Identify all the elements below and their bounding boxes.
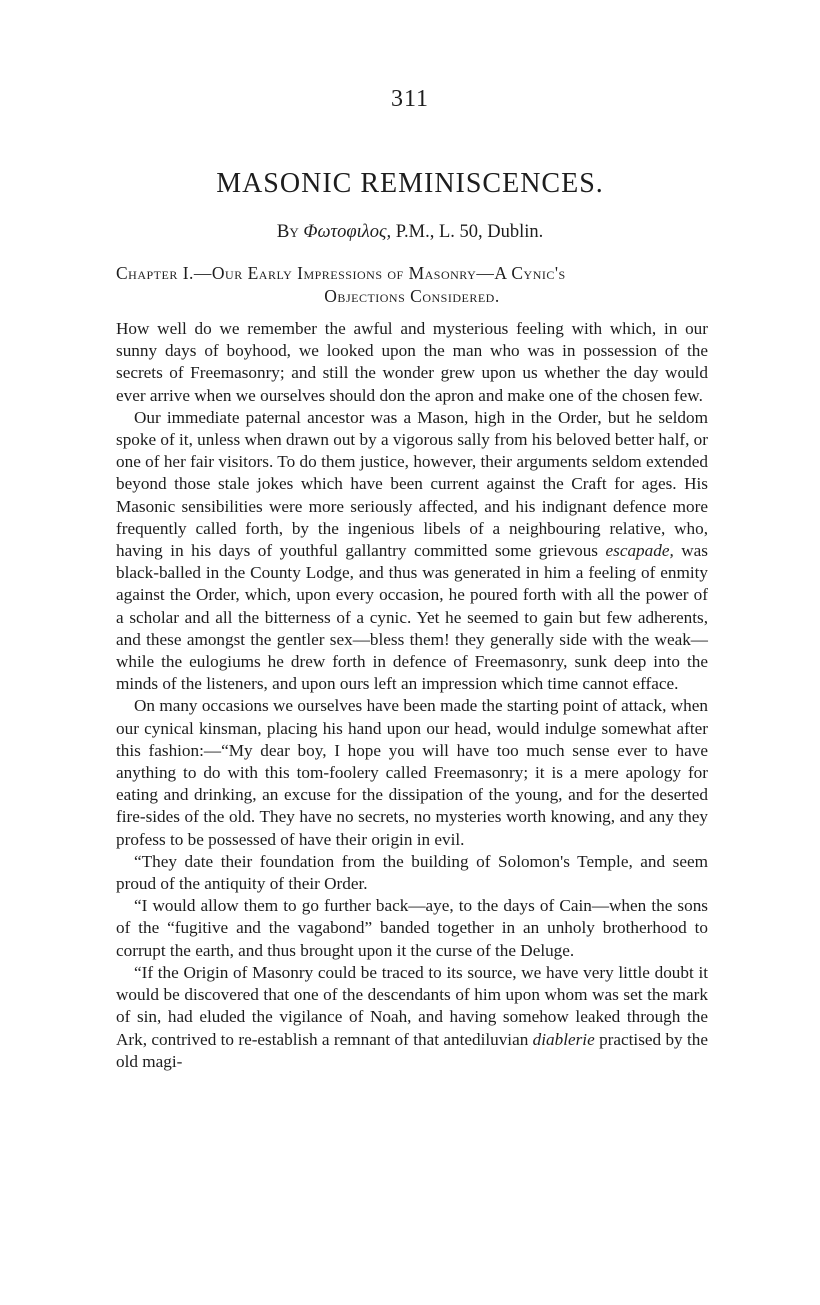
paragraph-text: practised by the old magi- [116,1029,708,1071]
paragraph-text: On many occasions we ourselves have been made the starting point of attack, when our cynical kinsman, placing his hand upon our head, would indulge somewhat after this fashion:—“My dear boy, I hope you will have too much sense ever to have anything to do with this tom-foolery called Freemasonry; it is a mere apology for eating and drinking, an excuse for the dissipation of the young, and for the deserted fire-sides of the old. They have no secrets, no mysteries worth knowing, and any they profess to be possessed of have their origin in evil. [116,696,708,849]
paragraph [116,962,708,1073]
byline-author: Φωτοφιλος, [303,222,392,242]
byline-details: P.M., L. 50, Dublin. [391,222,544,242]
article-title: MASONIC REMINISCENCES. [216,168,604,199]
paragraph [116,851,708,895]
page-number: 311 [390,86,430,112]
byline [0,221,820,243]
paragraph [116,695,708,850]
paragraph [116,895,708,962]
paragraph-text: How well do we remember the awful and mysterious feeling with which, in our sunny days of boyhood, we looked upon the man who was in possession of the secrets of Freemasonry; and still the wonder grew upon us whether the day would ever arrive when we ourselves should don the apron and make one of the chosen few. [116,319,708,405]
paragraph [116,407,708,696]
chapter-heading [116,262,708,308]
paragraph-text: “I would allow them to go further back—aye, to the days of Cain—when the sons of the “fugitive and the vagabond” banded together in an unholy brotherhood to corrupt the earth, and thus brought upon it the curse of the Deluge. [116,896,708,960]
paragraph-text: “If the Origin of Masonry could be traced to its source, we have very little doubt it would be discovered that one of the descendants of him upon whom was set the mark of sin, had eluded the vigilance of Noah, and having somehow leaked through the Ark, contrived to re-establish a remnant of that antediluvian [116,962,708,1049]
paragraph-text: “They date their foundation from the building of Solomon's Temple, and seem proud of the antiquity of their Order. [116,851,708,894]
paragraph [116,318,708,407]
chapter-heading-line1: Chapter I.—Our Early Impressions of Masonry—A Cynic's [116,263,566,283]
byline-by: By [276,221,299,242]
italic-text: escapade, [605,541,674,561]
paragraph-text: was black-balled in the County Lodge, and thus was generated in him a feeling of enmity against the Order, which, upon every occasion, he poured forth with all the power of a scholar and all the bitterness of a cynic. Yet he seemed to gain but few adherents, and these amongst the gentler sex—bless them! they generally side with the weak—while the eulogiums he drew forth in defence of Freemasonry, sunk deep into the minds of the listeners, and upon ours left an impression which time cannot efface. [116,541,708,694]
italic-text: diablerie [532,1029,595,1049]
article-body [116,318,708,1073]
chapter-heading-line2: Objections Considered. [324,286,500,306]
paragraph-text: Our immediate paternal ancestor was a Mason, high in the Order, but he seldom spoke of it, unless when drawn out by a vigorous sally from his beloved better half, or one of her fair visitors. To do them justice, however, their arguments seldom extended beyond those stale jokes which have been current against the Craft for ages. His Masonic sensibilities were more seriously affected, and his indignant defence more frequently called forth, by the ingenious libels of a neighbouring relative, who, having in his days of youthful gallantry committed some grievous [116,407,708,561]
